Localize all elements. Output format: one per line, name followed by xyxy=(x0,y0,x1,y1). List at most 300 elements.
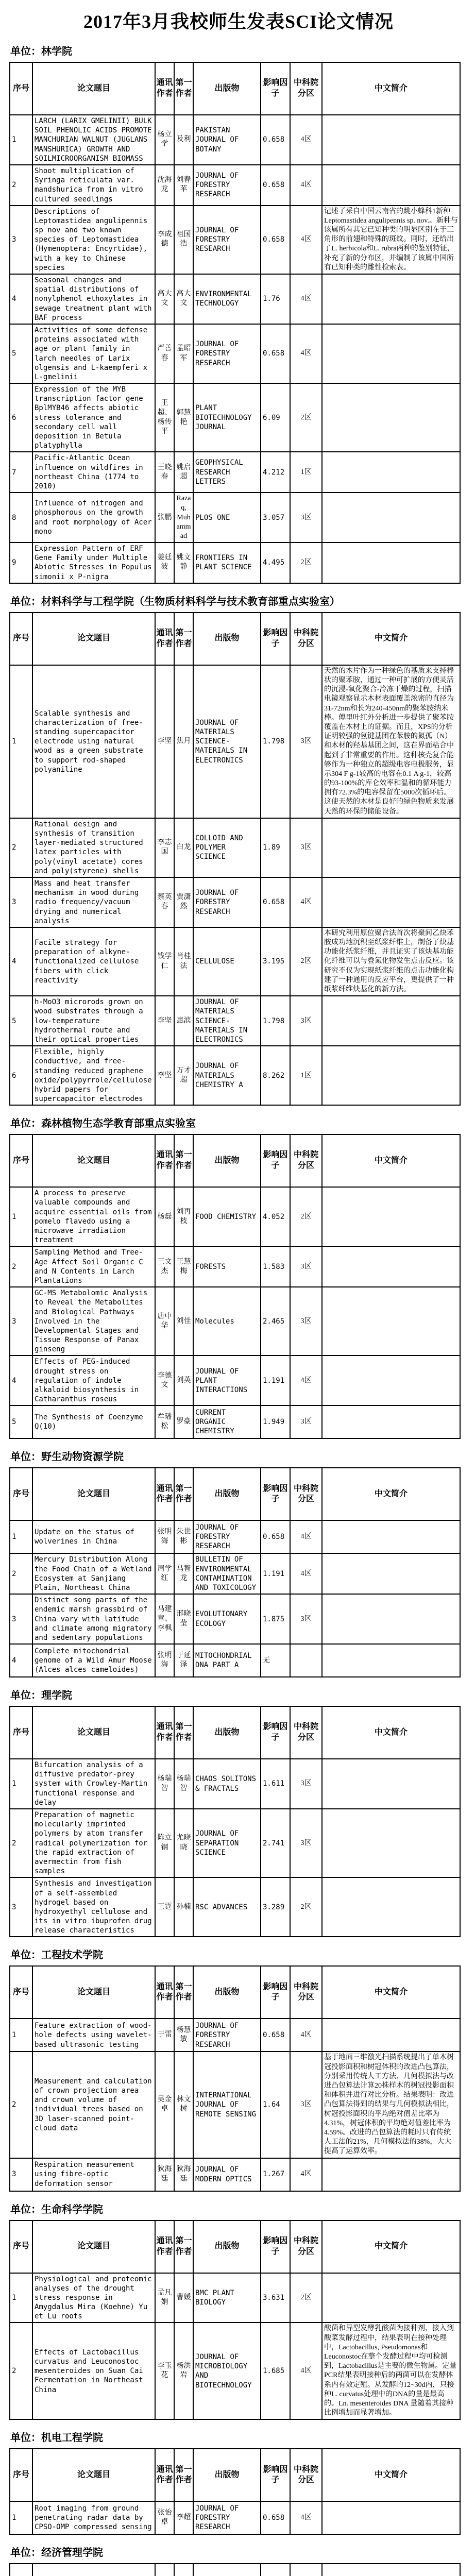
header-cell-first-author: 第一作者 xyxy=(174,1706,193,1759)
table-row xyxy=(10,452,460,493)
cell-corresponding-author: 严善春 xyxy=(155,324,174,383)
header-cell-publication: 出版物 xyxy=(193,1966,261,2019)
cell-corresponding-author: 于雷 xyxy=(155,2019,174,2052)
header-cell-title: 论文题目 xyxy=(32,613,155,665)
cell-impact-factor: 3.195 xyxy=(261,927,290,996)
header-cell-impact-factor: 影响因子 xyxy=(261,62,290,115)
cell-impact-factor: 1.798 xyxy=(261,665,290,818)
cell-publication: FOOD CHEMISTRY xyxy=(193,1187,261,1246)
cell-cas-division: 2区 xyxy=(290,383,322,452)
cell-index: 9 xyxy=(10,543,32,583)
cell-corresponding-author: 唐中华 xyxy=(155,1287,174,1355)
cell-summary xyxy=(322,274,460,324)
cell-cas-division: 3区 xyxy=(290,1405,322,1438)
header-cell-summary: 中文简介 xyxy=(322,62,460,115)
cell-publication: JOURNAL OF FORESTRY RESEARCH xyxy=(193,877,261,927)
sections-container xyxy=(9,43,468,2576)
cell-title: Update on the status of wolverines in China xyxy=(32,1520,155,1553)
cell-cas-division: 4区 xyxy=(290,1355,322,1405)
cell-index: 3 xyxy=(10,206,32,274)
cell-impact-factor: 1.583 xyxy=(261,1246,290,1287)
cell-index: 1 xyxy=(10,1187,32,1246)
header-cell-first-author: 第一作者 xyxy=(174,1134,193,1187)
cell-title: Respiration measurement using fibre-optic deformation sensor xyxy=(32,2158,155,2191)
cell-impact-factor: 1.191 xyxy=(261,1553,290,1594)
table-row xyxy=(10,996,460,1046)
header-cell-index: 序号 xyxy=(10,613,32,665)
cell-first-author: 孙楠 xyxy=(174,1877,193,1937)
cell-first-author: Razaq, Muhammad xyxy=(174,493,193,543)
header-cell-first-author: 第一作者 xyxy=(174,62,193,115)
cell-corresponding-author: 沈海龙 xyxy=(155,165,174,206)
header-cell-summary xyxy=(322,2564,460,2576)
cell-first-author: 刘再枝 xyxy=(174,1187,193,1246)
section xyxy=(9,1448,468,1677)
section xyxy=(9,2544,468,2576)
cell-publication: JOURNAL OF FORESTRY RESEARCH xyxy=(193,324,261,383)
cell-index: 1 xyxy=(10,2019,32,2052)
cell-summary: 酸菌和异型发酵乳酸菌为接种剂，接入到酸菜发酵过程中，结果表明在接种处理中，Lactobacillus, Pseudomonas和Leuconostoc在整个发酵过程中均可检测到，Lactobacillus是主要的微生物属。定量PCR结果表明接种后的两菌可以在发酵体系内有效定殖。从发酵的12~30d内，只接种L. curvatus处理中的DNA的量是最高的。Ln. mesenteroides DNA 量随着其接种比例增加而显著增加。 xyxy=(322,2323,460,2419)
cell-impact-factor: 2.741 xyxy=(261,1809,290,1877)
cell-title: Distinct song parts of the endemic marsh grassbird of China vary with latitude and climate among migratory and sedentary populations xyxy=(32,1594,155,1644)
header-cell-cas-division: 中科院分区 xyxy=(290,1966,322,2019)
cell-title: Complete mitochondrial genome of a Wild Amur Moose (Alces alces cameloides) xyxy=(32,1644,155,1677)
papers-table xyxy=(9,1134,461,1439)
cell-index: 3 xyxy=(10,1594,32,1644)
cell-cas-division: 1区 xyxy=(290,1046,322,1105)
section xyxy=(9,1946,468,2191)
table-row xyxy=(10,1287,460,1355)
cell-index: 3 xyxy=(10,2158,32,2191)
cell-cas-division: 1区 xyxy=(290,452,322,493)
cell-corresponding-author: 李玉花 xyxy=(155,2323,174,2419)
papers-table xyxy=(9,1965,461,2191)
cell-impact-factor: 6.09 xyxy=(261,383,290,452)
papers-table xyxy=(9,62,461,584)
table-row xyxy=(10,2273,460,2323)
section-unit-label: 单位：生命科学学院 xyxy=(10,2204,103,2215)
cell-cas-division: 2区 xyxy=(290,1187,322,1246)
cell-first-author: 姚启超 xyxy=(174,452,193,493)
cell-cas-division: 2区 xyxy=(290,2273,322,2323)
cell-cas-division: 4区 xyxy=(290,2019,322,2052)
cell-summary xyxy=(322,493,460,543)
cell-first-author: 曹媛 xyxy=(174,2273,193,2323)
header-cell-summary: 中文简介 xyxy=(322,613,460,665)
cell-summary xyxy=(322,1520,460,1553)
table-row xyxy=(10,1046,460,1105)
table-row xyxy=(10,1644,460,1677)
cell-title: Scalable synthesis and characterization of free-standing supercapacitor electrode using natural wood as a green substrate to support rod-shaped polyaniline xyxy=(32,665,155,818)
section-unit-label: 单位：工程技术学院 xyxy=(10,1950,103,1961)
cell-title: Expression of the MYB transcription factor gene BplMYB46 affects abiotic stress tolerance and secondary cell wall deposition in Betula platyphylla xyxy=(32,383,155,452)
cell-publication: JOURNAL OF FORESTRY RESEARCH xyxy=(193,206,261,274)
cell-index: 4 xyxy=(10,927,32,996)
cell-summary xyxy=(322,383,460,452)
section xyxy=(9,1687,468,1937)
header-cell-summary: 中文简介 xyxy=(322,1134,460,1187)
header-cell-first-author: 第一作者 xyxy=(174,1966,193,2019)
cell-cas-division: 4区 xyxy=(290,877,322,927)
cell-first-author: 焦月 xyxy=(174,665,193,818)
table-row xyxy=(10,665,460,818)
cell-index: 2 xyxy=(10,1246,32,1287)
cell-impact-factor: 0.658 xyxy=(261,1520,290,1553)
cell-first-author: 罗豪 xyxy=(174,1405,193,1438)
papers-table xyxy=(9,1467,461,1677)
header-cell-index: 序号 xyxy=(10,1706,32,1759)
header-cell-index xyxy=(10,2564,32,2576)
cell-cas-division: 4区 xyxy=(290,2158,322,2191)
table-row xyxy=(10,2158,460,2191)
cell-corresponding-author: 李志国 xyxy=(155,818,174,877)
cell-cas-division: 2区 xyxy=(290,543,322,583)
cell-impact-factor: 1.685 xyxy=(261,2323,290,2419)
cell-corresponding-author: 李德文 xyxy=(155,1355,174,1405)
cell-cas-division: 3区 xyxy=(290,1759,322,1809)
cell-index: 8 xyxy=(10,493,32,543)
header-cell-corresponding-author: 通讯作者 xyxy=(155,1134,174,1187)
header-row xyxy=(10,2221,460,2273)
header-cell-cas-division xyxy=(290,2564,322,2576)
cell-cas-division: 3区 xyxy=(290,1287,322,1355)
header-cell-corresponding-author: 通讯作者 xyxy=(155,1966,174,2019)
cell-impact-factor: 1.949 xyxy=(261,1405,290,1438)
cell-cas-division: 3区 xyxy=(290,665,322,818)
header-cell-first-author: 第一作者 xyxy=(174,613,193,665)
header-cell-impact-factor: 影响因子 xyxy=(261,1966,290,2019)
table-row xyxy=(10,1355,460,1405)
cell-publication: Molecules xyxy=(193,1287,261,1355)
header-row xyxy=(10,2564,460,2576)
header-cell-first-author: 第一作者 xyxy=(174,1468,193,1520)
header-cell-title: 论文题目 xyxy=(32,62,155,115)
section-unit-label: 单位：林学院 xyxy=(10,46,72,57)
table-row xyxy=(10,818,460,877)
cell-first-author: 贾潇然 xyxy=(174,877,193,927)
cell-impact-factor: 0.658 xyxy=(261,2019,290,2052)
cell-corresponding-author: 李坚 xyxy=(155,665,174,818)
cell-title: Effects of PEG-induced drought stress on regulation of indole alkaloid biosynthesis in Catharanthus roseus xyxy=(32,1355,155,1405)
cell-publication: INTERNATIONAL JOURNAL OF REMOTE SENSING xyxy=(193,2052,261,2158)
cell-corresponding-author: 钱学仁 xyxy=(155,927,174,996)
header-cell-index: 序号 xyxy=(10,2449,32,2501)
table-row xyxy=(10,1405,460,1438)
cell-index: 1 xyxy=(10,1520,32,1553)
cell-first-author: 杨洪岩 xyxy=(174,2323,193,2419)
cell-index: 7 xyxy=(10,452,32,493)
cell-index: 2 xyxy=(10,1553,32,1594)
cell-corresponding-author: 蔡英春 xyxy=(155,877,174,927)
table-row xyxy=(10,206,460,274)
cell-impact-factor: 4.052 xyxy=(261,1187,290,1246)
cell-first-author: 姚文静 xyxy=(174,543,193,583)
cell-impact-factor: 无 xyxy=(261,1644,290,1677)
header-cell-corresponding-author: 通讯作者 xyxy=(155,1468,174,1520)
header-cell-corresponding-author: 通讯作者 xyxy=(155,613,174,665)
cell-impact-factor: 1.76 xyxy=(261,274,290,324)
cell-first-author: 李超 xyxy=(174,2501,193,2534)
cell-index: 5 xyxy=(10,1405,32,1438)
table-row xyxy=(10,1520,460,1553)
cell-publication: PAKISTAN JOURNAL OF BOTANY xyxy=(193,115,261,165)
header-cell-impact-factor: 影响因子 xyxy=(261,2221,290,2273)
cell-corresponding-author: 王晓春 xyxy=(155,452,174,493)
cell-first-author: 高大文 xyxy=(174,274,193,324)
cell-summary xyxy=(322,1287,460,1355)
cell-corresponding-author: 陈立钢 xyxy=(155,1809,174,1877)
cell-first-author: 孟昭军 xyxy=(174,324,193,383)
papers-table xyxy=(9,2220,461,2420)
cell-corresponding-author: 杨瑞智 xyxy=(155,1759,174,1809)
table-row xyxy=(10,877,460,927)
cell-cas-division: 4区 xyxy=(290,1520,322,1553)
cell-summary xyxy=(322,115,460,165)
header-cell-summary: 中文简介 xyxy=(322,1966,460,2019)
cell-title: Rational design and synthesis of transition layer-mediated structured latex particles with poly(vinyl acetate) cores and poly(styrene) shells xyxy=(32,818,155,877)
cell-corresponding-author: 杨磊 xyxy=(155,1187,174,1246)
header-cell-title xyxy=(32,2564,155,2576)
cell-summary: 记述了采自中国云南省的跳小蜂科1新种Leptomastidea angulipennis sp. nov.。新种与该属所有其它已知种类的明显区别在于三角形的前翅和特殊的斑纹。同时，还给出了L. herbicola和L. rubra两种的鉴别特征，补充了新的分布区，并编制了该属中国所有已知种类的雌性检索表。 xyxy=(322,206,460,274)
cell-corresponding-author: 吴金卓 xyxy=(155,2052,174,2158)
table-row xyxy=(10,1594,460,1644)
cell-index: 1 xyxy=(10,1759,32,1809)
cell-cas-division: 2区 xyxy=(290,1877,322,1937)
cell-index: 2 xyxy=(10,818,32,877)
cell-publication: FRONTIERS IN PLANT SCIENCE xyxy=(193,543,261,583)
cell-cas-division: 4区 xyxy=(290,324,322,383)
cell-first-author: 郭慧艳 xyxy=(174,383,193,452)
cell-impact-factor: 1.191 xyxy=(261,1355,290,1405)
cell-first-author: 惠滨 xyxy=(174,996,193,1046)
cell-corresponding-author: 狄海廷 xyxy=(155,2158,174,2191)
cell-impact-factor: 4.495 xyxy=(261,543,290,583)
cell-title: Facile strategy for preparation of alkyne-functionalized cellulose fibers with click reactivity xyxy=(32,927,155,996)
table-row xyxy=(10,1187,460,1246)
header-cell-cas-division: 中科院分区 xyxy=(290,1706,322,1759)
cell-impact-factor: 1.267 xyxy=(261,2158,290,2191)
cell-publication: COLLOID AND POLYMER SCIENCE xyxy=(193,818,261,877)
cell-title: Seasonal changes and spatial distributions of nonylphenol ethoxylates in sewage treatment plant with BAF process xyxy=(32,274,155,324)
header-cell-summary: 中文简介 xyxy=(322,2221,460,2273)
table-row xyxy=(10,2501,460,2534)
cell-publication: JOURNAL OF PLANT INTERACTIONS xyxy=(193,1355,261,1405)
cell-corresponding-author: 姜廷波 xyxy=(155,543,174,583)
table-row xyxy=(10,2323,460,2419)
cell-summary: 本研究利用原位聚合法首次将聚间乙炔苯胺成功地沉积至纸浆纤维上，制备了炔基功能化纸浆纤维，并且证实了该炔基功能化纤维可以与叠氮化物发生点击反应。该研究不仅为实现纸浆纤维的点击功能化构建了一种通用的反应平台，更提供了一种纸浆纤维炔基化的新方法。 xyxy=(322,927,460,996)
cell-corresponding-author: 牟璠松 xyxy=(155,1405,174,1438)
header-cell-publication: 出版物 xyxy=(193,62,261,115)
cell-summary xyxy=(322,996,460,1046)
cell-index: 5 xyxy=(10,996,32,1046)
cell-publication: RSC ADVANCES xyxy=(193,1877,261,1937)
header-cell-summary: 中文简介 xyxy=(322,2449,460,2501)
cell-cas-division: 3区 xyxy=(290,818,322,877)
section-unit-label: 单位：野生动物资源学院 xyxy=(10,1451,124,1463)
cell-publication: JOURNAL OF MICROBIOLOGY AND BIOTECHNOLOGY xyxy=(193,2323,261,2419)
cell-title: Pacific-Atlantic Ocean influence on wildfires in northeast China (1774 to 2010) xyxy=(32,452,155,493)
cell-summary xyxy=(322,1759,460,1809)
table-row xyxy=(10,274,460,324)
cell-title: Feature extraction of wood-hole defects using wavelet-based ultrasonic testing xyxy=(32,2019,155,2052)
header-cell-publication: 出版物 xyxy=(193,1468,261,1520)
cell-summary xyxy=(322,1553,460,1594)
cell-corresponding-author: 张明海 xyxy=(155,1520,174,1553)
cell-title: LARCH (LARIX GMELINII) BULK SOIL PHENOLIC ACIDS PROMOTE MANCHURIAN WALNUT (JUGLANS MANSHURICA) GROWTH AND SOILMICROORGANISM BIOMASS xyxy=(32,115,155,165)
cell-index: 1 xyxy=(10,665,32,818)
cell-cas-division: 4区 xyxy=(290,2323,322,2419)
table-row xyxy=(10,927,460,996)
header-row xyxy=(10,613,460,665)
cell-corresponding-author: 李坚 xyxy=(155,1046,174,1105)
cell-summary xyxy=(322,1046,460,1105)
cell-impact-factor: 1.798 xyxy=(261,996,290,1046)
cell-index: 2 xyxy=(10,2323,32,2419)
cell-summary xyxy=(322,2019,460,2052)
cell-publication: BULLETIN OF ENVIRONMENTAL CONTAMINATION AND TOXICOLOGY xyxy=(193,1553,261,1594)
cell-impact-factor: 0.658 xyxy=(261,324,290,383)
header-cell-corresponding-author: 通讯作者 xyxy=(155,2449,174,2501)
cell-corresponding-author: 王霆 xyxy=(155,1877,174,1937)
section-unit-label: 单位：理学院 xyxy=(10,1690,72,1702)
header-row xyxy=(10,1468,460,1520)
cell-first-author: 杨慧敏 xyxy=(174,2019,193,2052)
header-cell-publication xyxy=(193,2564,261,2576)
cell-cas-division: 4区 xyxy=(290,2501,322,2534)
cell-summary: 基于地面三维激光扫描系统提出了单木树冠投影面积和树冠体积的改进凸包算法，分别采用传统人工方法、几何模拟法与改进凸包算法计算20株样木的树冠投影面积和体积并进行对比分析。结果表明：改进凸包算法得到的结果与几何模拟法相比，树冠投影面积的平均绝对值差比率为4.31%，树冠体积的平均绝对值差比率为4.59%。改进的凸包算法的耗时只有传统人工法的21%，几何模拟法的38%，大大提高了运算效率。 xyxy=(322,2052,460,2158)
cell-first-author: 刘英 xyxy=(174,1355,193,1405)
header-cell-summary: 中文简介 xyxy=(322,1468,460,1520)
cell-index: 5 xyxy=(10,324,32,383)
header-row xyxy=(10,62,460,115)
header-cell-title: 论文题目 xyxy=(32,1134,155,1187)
cell-cas-division: 3区 xyxy=(290,2052,322,2158)
header-row xyxy=(10,1134,460,1187)
cell-summary xyxy=(322,324,460,383)
cell-first-author: 林文树 xyxy=(174,2052,193,2158)
header-cell-publication: 出版物 xyxy=(193,2221,261,2273)
header-cell-impact-factor: 影响因子 xyxy=(261,613,290,665)
cell-index: 1 xyxy=(10,115,32,165)
cell-index: 4 xyxy=(10,1644,32,1677)
header-cell-cas-division: 中科院分区 xyxy=(290,613,322,665)
papers-table xyxy=(9,2448,461,2535)
cell-summary xyxy=(322,1809,460,1877)
cell-index: 3 xyxy=(10,1877,32,1937)
section-unit-label: 单位：经济管理学院 xyxy=(10,2547,103,2559)
cell-first-author: 朱世彬 xyxy=(174,1520,193,1553)
cell-first-author: 尤晓晓 xyxy=(174,1809,193,1877)
table-row xyxy=(10,1246,460,1287)
cell-corresponding-author: 孟凡娟 xyxy=(155,2273,174,2323)
cell-title: Sampling Method and Tree-Age Affect Soil Organic C and N Contents in Larch Plantations xyxy=(32,1246,155,1287)
header-cell-cas-division: 中科院分区 xyxy=(290,2449,322,2501)
header-cell-impact-factor: 影响因子 xyxy=(261,2449,290,2501)
cell-impact-factor: 3.289 xyxy=(261,1877,290,1937)
cell-first-author: 马智龙 xyxy=(174,1553,193,1594)
cell-summary xyxy=(322,1594,460,1644)
cell-publication: JOURNAL OF FORESTRY RESEARCH xyxy=(193,2501,261,2534)
cell-first-author: 及利 xyxy=(174,115,193,165)
cell-cas-division xyxy=(290,1644,322,1677)
cell-title: GC-MS Metabolomic Analysis to Reveal the Metabolites and Biological Pathways Involved in the Developmental Stages and Tissue Response of Panax ginseng xyxy=(32,1287,155,1355)
cell-publication: CURRENT ORGANIC CHEMISTRY xyxy=(193,1405,261,1438)
cell-first-author: 邢晓莹 xyxy=(174,1594,193,1644)
header-cell-index: 序号 xyxy=(10,1966,32,2019)
cell-publication: JOURNAL OF SEPARATION SCIENCE xyxy=(193,1809,261,1877)
header-cell-cas-division: 中科院分区 xyxy=(290,1468,322,1520)
cell-corresponding-author: 马建章、李枫 xyxy=(155,1594,174,1644)
cell-summary xyxy=(322,877,460,927)
cell-title: A process to preserve valuable compounds and acquire essential oils from pomelo flavedo using a microwave irradiation treatment xyxy=(32,1187,155,1246)
header-cell-impact-factor: 影响因子 xyxy=(261,1706,290,1759)
cell-publication: JOURNAL OF FORESTRY RESEARCH xyxy=(193,2019,261,2052)
cell-first-author: 肖桂法 xyxy=(174,927,193,996)
cell-impact-factor: 0.658 xyxy=(261,2501,290,2534)
cell-corresponding-author: 张怡卓 xyxy=(155,2501,174,2534)
cell-index: 6 xyxy=(10,383,32,452)
section xyxy=(9,43,468,584)
cell-publication: JOURNAL OF MATERIALS SCIENCE-MATERIALS IN ELECTRONICS xyxy=(193,665,261,818)
header-cell-title: 论文题目 xyxy=(32,1706,155,1759)
cell-cas-division: 3区 xyxy=(290,493,322,543)
header-cell-corresponding-author: 通讯作者 xyxy=(155,2221,174,2273)
cell-summary xyxy=(322,1246,460,1287)
table-row xyxy=(10,2019,460,2052)
cell-publication: PLOS ONE xyxy=(193,493,261,543)
cell-publication: FORESTS xyxy=(193,1246,261,1287)
cell-index: 1 xyxy=(10,2501,32,2534)
cell-title: Flexible, highly conductive, and free-standing reduced graphene oxide/polypyrrole/cellulose hybrid papers for supercapacitor electrodes xyxy=(32,1046,155,1105)
cell-index: 2 xyxy=(10,1809,32,1877)
cell-summary xyxy=(322,1877,460,1937)
cell-publication: JOURNAL OF FORESTRY RESEARCH xyxy=(193,1520,261,1553)
header-cell-index: 序号 xyxy=(10,1468,32,1520)
cell-title: Influence of nitrogen and phosphorous on the growth and root morphology of Acer mono xyxy=(32,493,155,543)
header-cell-publication: 出版物 xyxy=(193,613,261,665)
cell-title: Bifurcation analysis of a diffusive predator-prey system with Crowley-Martin functional response and delay xyxy=(32,1759,155,1809)
header-cell-impact-factor xyxy=(261,2564,290,2576)
cell-cas-division: 4区 xyxy=(290,274,322,324)
cell-title: h-MoO3 microrods grown on wood substrates through a low-temperature hydrothermal route and their optical properties xyxy=(32,996,155,1046)
cell-impact-factor: 0.658 xyxy=(261,165,290,206)
section-unit-label: 单位：森林植物生态学教育部重点实验室 xyxy=(10,1118,196,1130)
header-cell-first-author: 第一作者 xyxy=(174,2449,193,2501)
header-cell-publication: 出版物 xyxy=(193,2449,261,2501)
cell-first-author: 王慧梅 xyxy=(174,1246,193,1287)
header-cell-impact-factor: 影响因子 xyxy=(261,1468,290,1520)
cell-title: Root imaging from ground penetrating radar data by CPSO-OMP compressed sensing xyxy=(32,2501,155,2534)
cell-impact-factor: 1.611 xyxy=(261,1759,290,1809)
cell-title: Effects of Lactobacillus curvatus and Leuconostoc mesenteroides on Suan Cai Fermentation in Northeast China xyxy=(32,2323,155,2419)
cell-summary xyxy=(322,1405,460,1438)
section xyxy=(9,2201,468,2420)
header-row xyxy=(10,1966,460,2019)
table-row xyxy=(10,1759,460,1809)
cell-summary xyxy=(322,452,460,493)
cell-index: 3 xyxy=(10,877,32,927)
cell-publication: ENVIRONMENTAL TECHNOLOGY xyxy=(193,274,261,324)
table-row xyxy=(10,2052,460,2158)
cell-impact-factor: 2.465 xyxy=(261,1287,290,1355)
cell-publication: PLANT BIOTECHNOLOGY JOURNAL xyxy=(193,383,261,452)
cell-first-author: 杨瑞智 xyxy=(174,1759,193,1809)
cell-impact-factor: 3.631 xyxy=(261,2273,290,2323)
header-cell-publication: 出版物 xyxy=(193,1134,261,1187)
cell-title: Mass and heat transfer mechanism in wood during radio frequency/vacuum drying and numerical analysis xyxy=(32,877,155,927)
header-cell-publication: 出版物 xyxy=(193,1706,261,1759)
cell-cas-division: 3区 xyxy=(290,1809,322,1877)
